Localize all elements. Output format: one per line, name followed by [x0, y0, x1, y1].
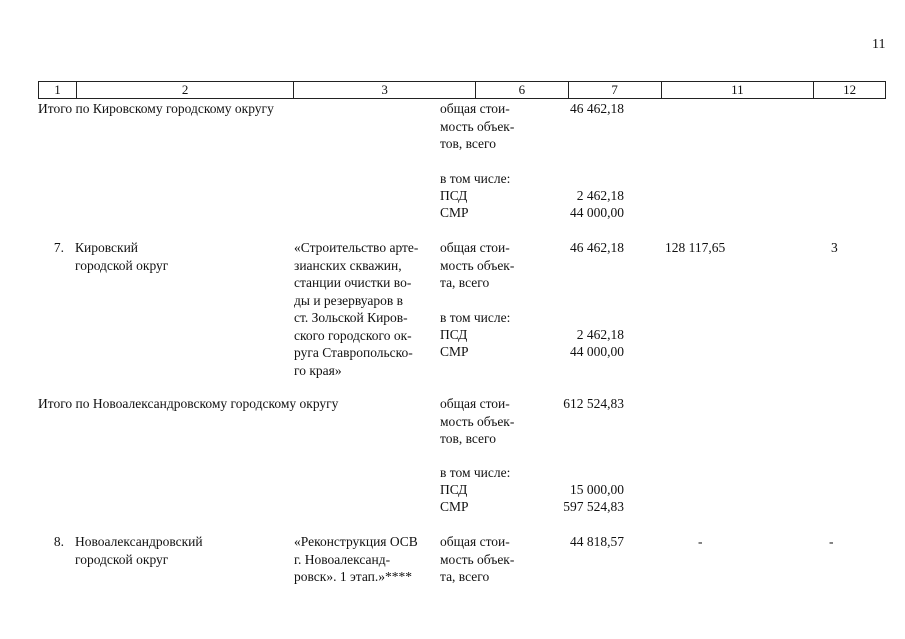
object-name: [294, 533, 435, 586]
row7-col12: 3: [831, 240, 838, 255]
kirov-total-incl: в том числе:: [440, 171, 511, 186]
object-line: руга Ставропольско-: [294, 345, 413, 360]
header-col-7: 7: [569, 82, 662, 98]
col6-line: тов, всего: [440, 136, 496, 151]
row7-col6: [440, 239, 530, 292]
object-line: ровск». 1 этап.»****: [294, 569, 412, 584]
district-name: [75, 239, 275, 274]
kirov-total-smr-value: 44 000,00: [570, 205, 624, 220]
kirov-total-col6: [440, 100, 530, 153]
object-line: ского городского ок-: [294, 327, 412, 343]
kirov-total-psd-value: 2 462,18: [576, 188, 624, 203]
object-name: [294, 239, 435, 379]
col6-line: мость объек-: [440, 118, 515, 134]
row-number: 7.: [53, 240, 64, 255]
page-number: 11: [872, 37, 886, 52]
header-col-1: 1: [39, 82, 77, 98]
table-header-row: [38, 81, 886, 99]
col6-line: общая стои-: [440, 240, 510, 255]
header-col-2: 2: [77, 82, 294, 98]
row8-col11: -: [698, 534, 703, 549]
district-line: Новоалександровский: [75, 534, 203, 549]
kirov-total-smr-label: СМР: [440, 205, 469, 220]
novo-total-psd-label: ПСД: [440, 482, 468, 497]
row8-col6: [440, 533, 530, 586]
district-line: Кировский: [75, 240, 139, 255]
col6-line: та, всего: [440, 275, 490, 290]
row7-smr-value: 44 000,00: [570, 344, 624, 359]
row7-incl: в том числе:: [440, 310, 511, 325]
object-line: зианских скважин,: [294, 257, 402, 273]
kirov-total-label: Итого по Кировскому городскому округу: [38, 101, 274, 116]
col6-line: общая стои-: [440, 101, 510, 116]
district-name: [75, 533, 275, 568]
novo-total-smr-value: 597 524,83: [563, 499, 624, 514]
object-line: станции очистки во-: [294, 275, 412, 290]
col6-line: мость объек-: [440, 551, 515, 567]
novo-total-col6: [440, 395, 530, 448]
col6-line: общая стои-: [440, 534, 510, 549]
object-line: «Строительство арте-: [294, 240, 419, 255]
novo-total-value: 612 524,83: [563, 396, 624, 411]
header-col-3: 3: [294, 82, 476, 98]
row7-smr-label: СМР: [440, 344, 469, 359]
object-line: «Реконструкция ОСВ: [294, 534, 418, 549]
novo-total-smr-label: СМР: [440, 499, 469, 514]
object-line: г. Новоалександ-: [294, 551, 391, 567]
row-number: 8.: [53, 534, 64, 549]
object-line: ст. Зольской Киров-: [294, 310, 408, 325]
col6-line: мость объек-: [440, 413, 515, 429]
row7-col11: 128 117,65: [665, 240, 726, 255]
header-col-12: 12: [843, 82, 857, 97]
row7-psd-value: 2 462,18: [576, 327, 624, 342]
header-col-11: 11: [662, 82, 815, 98]
col6-line: та, всего: [440, 569, 490, 584]
object-line: го края»: [294, 362, 342, 378]
row7-total-value: 46 462,18: [570, 240, 624, 255]
kirov-total-value: 46 462,18: [570, 101, 624, 116]
row8-col12: -: [829, 534, 834, 549]
district-line: городской округ: [75, 551, 169, 567]
novo-total-label: Итого по Новоалександровскому городскому округу: [38, 396, 339, 411]
col6-line: мость объек-: [440, 257, 515, 273]
row8-total-value: 44 818,57: [570, 534, 624, 549]
district-line: городской округ: [75, 257, 169, 273]
col6-line: общая стои-: [440, 396, 510, 411]
header-col-6: 6: [476, 82, 569, 98]
novo-total-incl: в том числе:: [440, 465, 511, 480]
novo-total-psd-value: 15 000,00: [570, 482, 624, 497]
row7-psd-label: ПСД: [440, 327, 468, 342]
kirov-total-psd-label: ПСД: [440, 188, 468, 203]
object-line: ды и резервуаров в: [294, 292, 403, 308]
col6-line: тов, всего: [440, 431, 496, 446]
